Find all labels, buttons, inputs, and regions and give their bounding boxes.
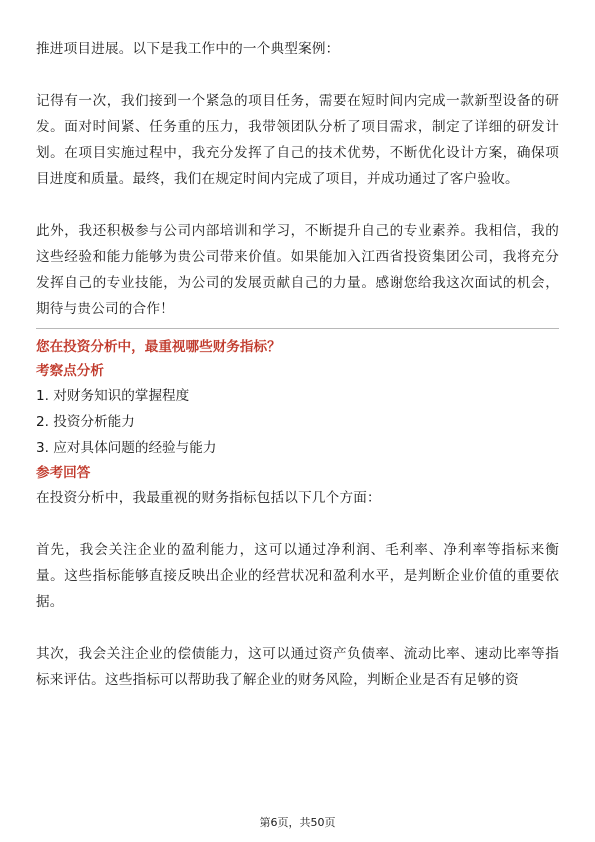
case-paragraph: 记得有一次，我们接到一个紧急的项目任务，需要在短时间内完成一款新型设备的研发。面对时间紧、任务重的压力，我带领团队分析了项目需求，制定了详细的研发计划。在项目实施过程中，我充分发挥了自己的技术优势，不断优化设计方案，确保项目进度和质量。最终，我们在规定时间内完成了项目，并成功通过了客户验收。 [36,93,559,187]
page-footer [0,814,595,830]
closing-paragraph: 此外，我还积极参与公司内部培训和学习，不断提升自己的专业素养。我相信，我的这些经验和能力能够为贵公司带来价值。如果能加入江西省投资集团公司，我将充分发挥自己的专业技能，为公司的发展贡献自己的力量。感谢您给我这次面试的机会，期待与贵公司的合作！ [36,223,559,317]
document-page [36,36,559,693]
section-divider [36,328,559,329]
answer-lead: 在投资分析中，我最重视的财务指标包括以下几个方面： [36,490,381,506]
answer-title: 参考回答 [36,465,91,481]
spacer [36,615,559,641]
analysis-item: 1. 对财务知识的掌握程度 [36,388,190,404]
question-heading: 您在投资分析中，最重视哪些财务指标？ [36,339,281,355]
analysis-item: 3. 应对具体问题的经验与能力 [36,440,217,456]
spacer [36,511,559,537]
spacer [36,62,559,88]
answer-paragraph-2: 其次，我会关注企业的偿债能力，这可以通过资产负债率、流动比率、速动比率等指标来评估。这些指标可以帮助我了解企业的财务风险，判断企业是否有足够的资 [36,646,559,688]
page-number: 第6页，共50页 [259,816,336,829]
answer-paragraph-1: 首先，我会关注企业的盈利能力，这可以通过净利润、毛利率、净利率等指标来衡量。这些指标能够直接反映出企业的经营状况和盈利水平，是判断企业价值的重要依据。 [36,542,559,610]
analysis-item: 2. 投资分析能力 [36,414,135,430]
analysis-title: 考察点分析 [36,363,104,379]
intro-line: 推进项目进展。以下是我工作中的一个典型案例： [36,41,340,57]
spacer [36,192,559,218]
